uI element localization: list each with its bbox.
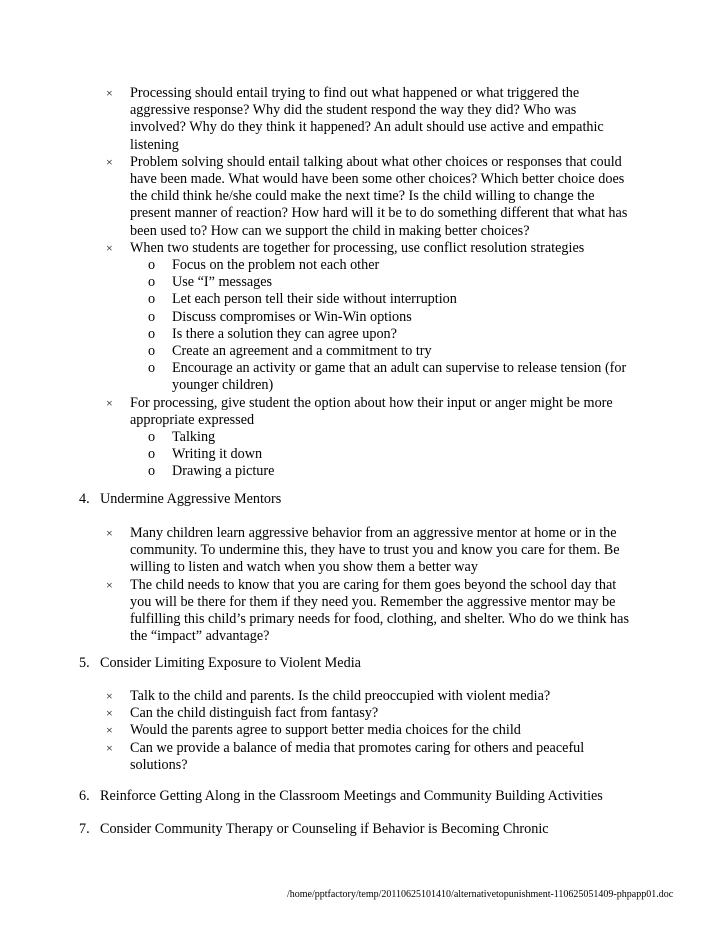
bullet-text-line: solutions? bbox=[130, 756, 188, 773]
bullet-text-line: community. To undermine this, they have to trust you and know you care for them. Be bbox=[130, 542, 620, 559]
bullet-text-line: the child think he/she could make the next time? Is the child willing to change the bbox=[130, 188, 595, 205]
o-bullet-icon: o bbox=[148, 274, 156, 291]
bullet-text-line: Can the child distinguish fact from fantasy? bbox=[130, 705, 379, 722]
x-bullet-icon: × bbox=[106, 740, 113, 755]
subitem-text-line: Encourage an activity or game that an adult can supervise to release tension (for bbox=[172, 360, 627, 377]
subitem-text-line: younger children) bbox=[172, 377, 274, 394]
bullet-text-line: have been made. What would have been some other choices? Which better choice does bbox=[130, 171, 625, 187]
x-bullet-icon: × bbox=[106, 395, 113, 410]
section-number: 5. bbox=[79, 655, 90, 671]
o-bullet-icon: o bbox=[148, 446, 156, 463]
subitem-text-line: Let each person tell their side without interruption bbox=[172, 291, 457, 308]
section-heading: Undermine Aggressive Mentors bbox=[100, 491, 282, 507]
subitem-text-line: Use “I” messages bbox=[172, 274, 273, 291]
bullet-text-line: present manner of reaction? How hard will it be to do something different that what has bbox=[130, 205, 628, 222]
x-bullet-icon: × bbox=[106, 240, 113, 255]
bullet-text-line: involved? Why do they think it happened? An adult should use active and empathic bbox=[130, 119, 604, 136]
x-bullet-icon: × bbox=[106, 154, 113, 169]
bullet-text-line: Talk to the child and parents. Is the child preoccupied with violent media? bbox=[130, 688, 551, 704]
subitem-text-line: Focus on the problem not each other bbox=[172, 257, 380, 273]
o-bullet-icon: o bbox=[148, 291, 156, 308]
subitem-text-line: Create an agreement and a commitment to try bbox=[172, 343, 432, 359]
bullet-text-line: you will be there for them if they need you. Remember the aggressive mentor may be bbox=[130, 593, 616, 610]
subitem-text-line: Talking bbox=[172, 429, 216, 445]
bullet-text-line: Would the parents agree to support better media choices for the child bbox=[130, 722, 521, 739]
bullet-text-line: Many children learn aggressive behavior from an aggressive mentor at home or in the bbox=[130, 525, 617, 541]
bullet-text-line: Can we provide a balance of media that promotes caring for others and peaceful bbox=[130, 739, 585, 756]
x-bullet-icon: × bbox=[106, 86, 113, 100]
x-bullet-icon: × bbox=[106, 689, 113, 703]
x-bullet-icon: × bbox=[106, 723, 113, 738]
o-bullet-icon: o bbox=[148, 325, 156, 342]
subitem-text-line: Is there a solution they can agree upon? bbox=[172, 325, 397, 342]
o-bullet-icon: o bbox=[148, 257, 156, 273]
subitem-text-line: Drawing a picture bbox=[172, 463, 275, 480]
footer-file-path: /home/pptfactory/temp/20110625101410/alternativetopunishment-110625051409-phpapp01.doc bbox=[287, 889, 674, 900]
o-bullet-icon: o bbox=[148, 463, 156, 480]
section-heading: Consider Limiting Exposure to Violent Media bbox=[100, 655, 361, 671]
bullet-text-line: listening bbox=[130, 136, 179, 153]
section-number: 4. bbox=[79, 491, 90, 507]
subitem-text-line: Writing it down bbox=[172, 446, 263, 463]
bullet-text-line: When two students are together for processing, use conflict resolution strategies bbox=[130, 239, 585, 256]
section-heading: Consider Community Therapy or Counseling if Behavior is Becoming Chronic bbox=[100, 821, 549, 837]
o-bullet-icon: o bbox=[148, 308, 156, 325]
section-number: 7. bbox=[79, 821, 90, 837]
bullet-text-line: the “impact” advantage? bbox=[130, 628, 270, 645]
section-number: 6. bbox=[79, 788, 90, 804]
x-bullet-icon: × bbox=[106, 706, 113, 721]
x-bullet-icon: × bbox=[106, 526, 113, 540]
bullet-text-line: fulfilling this child’s primary needs for food, clothing, and shelter. Who do we think has bbox=[130, 611, 629, 627]
o-bullet-icon: o bbox=[148, 360, 156, 377]
bullet-text-line: Processing should entail trying to find out what happened or what triggered the bbox=[130, 85, 580, 101]
bullet-text-line: willing to listen and watch when you show them a better way bbox=[130, 559, 478, 576]
bullet-text-line: For processing, give student the option about how their input or anger might be more bbox=[130, 394, 613, 411]
bullet-text-line: appropriate expressed bbox=[130, 411, 255, 428]
subitem-text-line: Discuss compromises or Win-Win options bbox=[172, 308, 412, 325]
bullet-text-line: Problem solving should entail talking about what other choices or responses that could bbox=[130, 153, 622, 170]
o-bullet-icon: o bbox=[148, 343, 156, 359]
bullet-text-line: The child needs to know that you are caring for them goes beyond the school day that bbox=[130, 576, 617, 593]
bullet-text-line: aggressive response? Why did the student respond the way they did? Who was bbox=[130, 102, 577, 119]
x-bullet-icon: × bbox=[106, 577, 113, 592]
bullet-text-line: been used to? How can we support the child in making better choices? bbox=[130, 222, 530, 239]
section-heading: Reinforce Getting Along in the Classroom Meetings and Community Building Activities bbox=[100, 788, 603, 804]
o-bullet-icon: o bbox=[148, 429, 156, 445]
